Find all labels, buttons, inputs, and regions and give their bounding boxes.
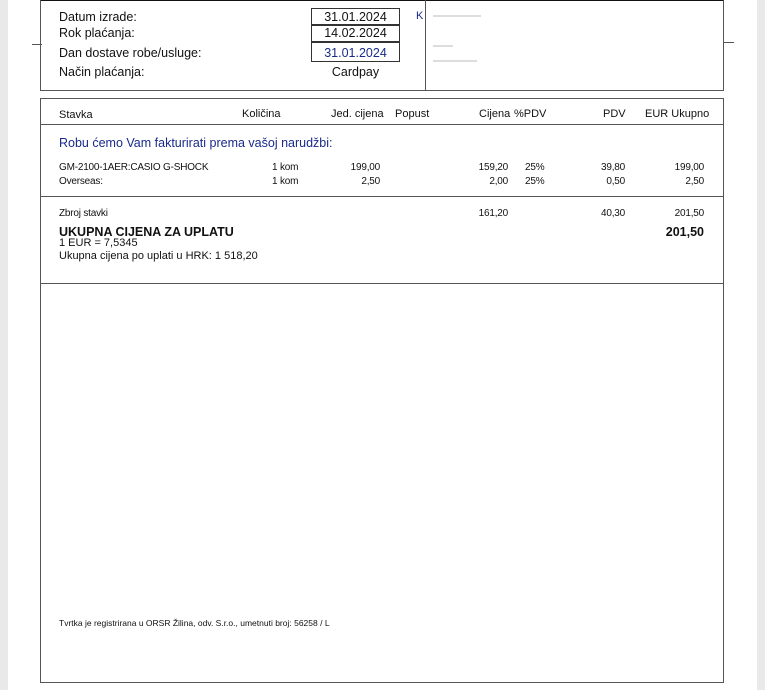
- table-header-divider: [40, 124, 724, 125]
- row-price: 2,00: [489, 176, 508, 187]
- header-price: Cijena: [479, 108, 511, 120]
- sum-total: 201,50: [674, 208, 704, 219]
- header-vat-pct: %PDV: [514, 108, 547, 120]
- row-item: GM-2100-1AER:CASIO G-SHOCK: [59, 162, 209, 173]
- hrk-total: Ukupna cijena po uplati u HRK: 1 518,20: [59, 250, 258, 262]
- grand-total-label: UKUPNA CIJENA ZA UPLATU: [59, 225, 234, 239]
- redacted-line: [433, 15, 481, 17]
- row-unit-price: 2,50: [361, 176, 380, 187]
- row-vat-pct: 25%: [525, 162, 545, 173]
- recipient-initial: K: [416, 10, 424, 22]
- row-vat-pct: 25%: [525, 176, 545, 187]
- row-qty: 1 kom: [272, 176, 299, 187]
- redacted-line: [433, 60, 477, 62]
- sum-price: 161,20: [478, 208, 508, 219]
- grand-total-value: 201,50: [665, 225, 704, 239]
- row-vat: 0,50: [606, 176, 625, 187]
- delivery-date-label: Dan dostave robe/usluge:: [59, 46, 202, 60]
- due-date-label: Rok plaćanja:: [59, 26, 135, 40]
- intro-text: Robu ćemo Vam fakturirati prema vašoj narudžbi:: [59, 136, 333, 150]
- invoice-page: [8, 0, 757, 690]
- row-item: Overseas:: [59, 176, 103, 187]
- payment-method-value: Cardpay: [331, 65, 380, 79]
- row-qty: 1 kom: [272, 162, 299, 173]
- redacted-line: [433, 45, 453, 47]
- header-unit-price: Jed. cijena: [331, 108, 384, 120]
- header-divider: [425, 0, 426, 90]
- issue-date-label: Datum izrade:: [59, 10, 137, 24]
- issue-date-value: 31.01.2024: [324, 10, 387, 24]
- registration-note: Tvrtka je registrirana u ORSR Žilina, odv. S.r.o., umetnuti broj: 56258 / L: [59, 618, 330, 628]
- header-qty: Količina: [242, 108, 281, 120]
- sum-vat: 40,30: [600, 208, 625, 219]
- margin-mark-left: [32, 44, 42, 45]
- row-vat: 39,80: [600, 162, 625, 173]
- header-total: EUR Ukupno: [645, 108, 710, 120]
- due-date-value: 14.02.2024: [324, 26, 387, 40]
- row-total: 2,50: [685, 176, 704, 187]
- header-vat: PDV: [603, 108, 626, 120]
- delivery-date-value: 31.01.2024: [324, 46, 387, 60]
- header-item: Stavka: [59, 109, 93, 121]
- row-price: 159,20: [478, 162, 508, 173]
- sum-label: Zbroj stavki: [59, 208, 108, 219]
- row-total: 199,00: [674, 162, 704, 173]
- payment-method-label: Način plaćanja:: [59, 65, 145, 79]
- margin-mark-right: [724, 42, 734, 43]
- summary-divider: [40, 196, 724, 197]
- header-discount: Popust: [395, 108, 430, 120]
- exchange-rate: 1 EUR = 7,5345: [59, 237, 138, 249]
- row-unit-price: 199,00: [350, 162, 380, 173]
